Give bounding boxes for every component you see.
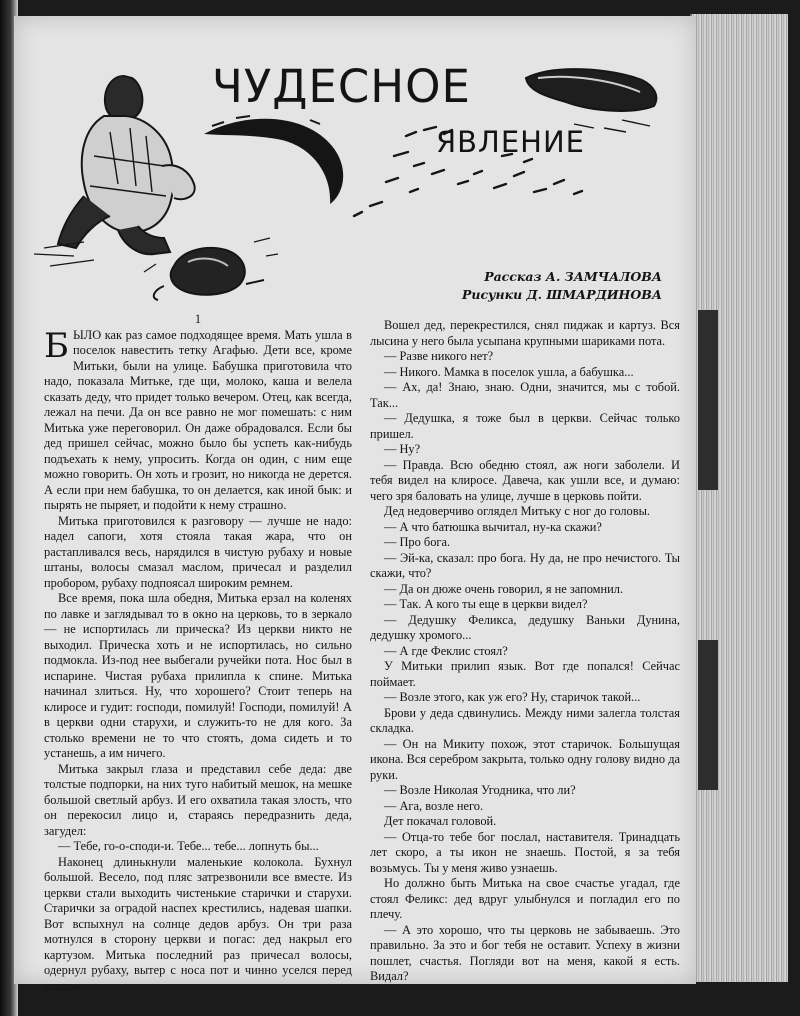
story-author: Рассказ А. ЗАМЧАЛОВА: [484, 269, 662, 284]
dialog-line: — Возле этого, как уж его? Ну, старичок такой...: [384, 690, 641, 704]
dialog-line: — Дедушка, я тоже был в церкви. Сейчас только пришел.: [370, 411, 680, 441]
paragraph: Дед недоверчиво оглядел Митьку с ног до головы.: [384, 504, 651, 518]
byline: [412, 268, 662, 304]
paragraph: Митька приготовился к разговору — лучше не надо: надел сапоги, хотя стояла такая жара, что он растапливался весь, нарядился в чистую рубаху и новые штаны, волосы смазал маслом, причесал и разделил пробором, рубаху подпоясал широким ремнем.: [44, 513, 352, 590]
dialog-line: — Отца-то тебе бог послал, наставителя. Тринадцать лет скоро, а ты икон не знаешь. Постой, я за тебя возьмусь. Ты у меня живо узнаешь.: [370, 829, 680, 875]
drop-cap: Б: [44, 325, 69, 366]
left-text-column: [44, 312, 352, 994]
dialog-line: — Никого. Мамка в поселок ушла, а бабушка...: [384, 364, 634, 379]
article-title-line1: ЧУДЕСНОЕ: [212, 60, 471, 113]
paragraph: Вошел дед, перекрестился, снял пиджак и картуз. Вся лысина у него была усыпана крупными шариками пота.: [370, 318, 680, 348]
dialog-line: — Эй-ка, сказал: про бога. Ну да, не про нечистого. Ты скажи, что?: [370, 550, 680, 580]
illustrator: Рисунки Д. ШМАРДИНОВА: [461, 287, 662, 302]
article-title-line2: ЯВЛЕНИЕ: [436, 125, 585, 159]
magazine-page: [14, 16, 696, 993]
dialog-line: — Возле Николая Угодника, что ли?: [384, 783, 576, 797]
right-text-column: [370, 318, 680, 985]
dialog-line: — Он на Микиту похож, этот старичок. Большущая икона. Вся серебром закрыта, только одну голову видно да руки.: [370, 736, 680, 782]
page-edge-shadow: [698, 310, 718, 490]
chapter-number: 1: [194, 312, 202, 326]
paragraph: У Митьки прилип язык. Вот где попался! Сейчас поймает.: [370, 659, 680, 689]
seated-boy-drawing: [34, 76, 195, 266]
paragraph-text: ЫЛО как раз самое подходящее время. Мать ушла в поселок навестить тетку Агафью. Дети все, кроме Митьки, были на улице. Бабушка приготовила что надо, показала Митьке, где щи, молоко, каша и велела сказать деду, что придет только вечером. Отец, как всегда, лежал на печи. Да он все равно не мог помешать: с ним Митька уже переговорил. Он даже обрадовался. Если бы дед пришел сейчас, можно было бы успеть как-нибудь подъехать к нему, упросить. Когда он один, с ним еще можно говорить. Он хоть и грозит, но никогда не дерется. А если при нем бабушка, то он делается, как иной бык: и пырять не пыряет, и подойти к нему страшно.: [44, 327, 352, 512]
dialog-line: — Ага, возле него.: [384, 798, 484, 813]
page-stack-edge: [690, 14, 788, 982]
paragraph: Все время, пока шла обедня, Митька ерзал на коленях по лавке и заглядывал то в окно на церковь, то в зеркало — не испортилась ли прическа? Из церкви никто не выходил. Прическа хоть и не испортилась, но сильно подмокла. Из-под нее выбегали ручейки пота. Нос был в испарине. Чистая рубаха прилипла к спине. Митька начинал злиться. Ну, что хорошего? Стоит теперь на клиросе и гудит: господи, помилуй! Господи, помилуй! А в церкви одни старухи, и служить-то не для кого. За столько времени не то что стоять, дома сидеть и то устанешь, а им ничего.: [44, 591, 352, 760]
dialog-line: — Так. А кого ты еще в церкви видел?: [384, 597, 588, 611]
paragraph: Дет покачал головой.: [384, 814, 497, 828]
hill-arc-drawing: [204, 116, 343, 204]
paragraph: [44, 325, 352, 514]
paragraph: Митька закрыл глаза и представил себе деда: две толстые подпорки, на них туго набитый мешок, на мешке большой светлый арбуз. И его охватила такая злость, что он перекосил лицо и, стараясь передразнить деда, загудел:: [44, 761, 352, 838]
paragraph: Наконец длинькнули маленькие колокола. Бухнул большой. Весело, под пляс затрезвонили все вместе. Из церкви стали выходить чистенькие старички и старухи. Старички за оградой наспех крестились, надевая шапки. Вот вспыхнул на солнце дедов арбуз. Он три раза мотнулся в сторону церкви и погас: дед накрыл его картузом. Митька последний раз причесал волосы, одернул рубаху, вытер с носа пот и чинно уселся перед столом.: [44, 854, 352, 993]
boat-drawing: [526, 69, 656, 132]
dialog-line: — А где Феклис стоял?: [384, 643, 508, 658]
paragraph: Но должно быть Митька на свое счастье угадал, где стоял Феликс: дед вдруг улыбнулся и погладил его по плечу.: [370, 876, 680, 921]
paragraph: Брови у деда сдвинулись. Между ними залегла толстая складка.: [370, 705, 680, 735]
dialog-line: — Ну?: [384, 442, 421, 456]
dialog-line: — А что батюшка вычитал, ну-ка скажи?: [384, 519, 602, 534]
page-edge-shadow: [698, 640, 718, 790]
dialog-line: — Ах, да! Знаю, знаю. Одни, значится, мы с тобой. Так...: [370, 380, 680, 410]
dialog-line: — Про бога.: [384, 535, 451, 549]
dialog-line: — Правда. Всю обедню стоял, аж ноги заболели. И тебя видел на клиросе. Давеча, как ушли все, и думаю: чего зря баловать на улице, лучше в церковь пойти.: [370, 457, 680, 503]
dialog-line: — Разве никого нет?: [384, 349, 494, 363]
dialog-line: — Да он дюже очень говорил, я не запомнил.: [384, 581, 624, 596]
dialog-line: — А это хорошо, что ты церковь не забываешь. Это правильно. За это и бог тебя не оставит. Успеху в жизни пошлет, счастья. Погляди вот на меня, какой я есть. Видал?: [370, 922, 680, 983]
paragraph: — Тебе, го-о-споди-и. Тебе... тебе... лопнуть бы...: [58, 839, 319, 853]
dialog-line: — Дедушку Феликса, дедушку Ваньки Дунина, дедушку хромого...: [370, 612, 680, 642]
